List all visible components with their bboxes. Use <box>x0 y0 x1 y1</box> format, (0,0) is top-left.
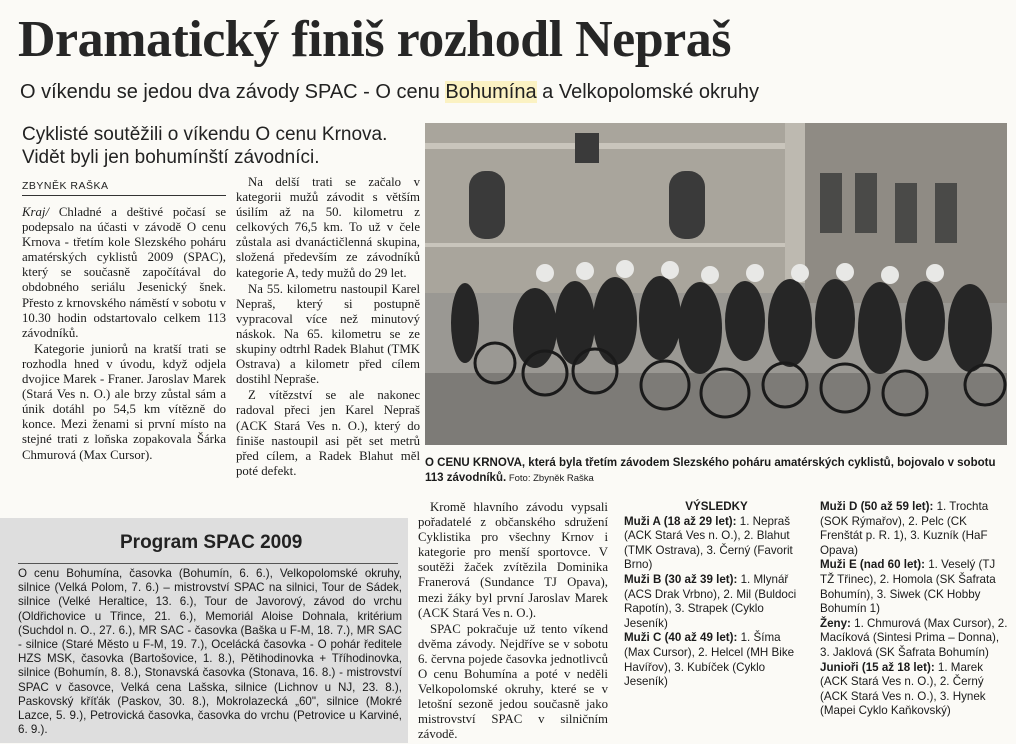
result-category <box>624 515 809 573</box>
result-category-text: 1. Mlynář (ACS Drak Vrbno), 2. Mil (Buldoci Rapotín), 3. Strapek (Cyklo Jeseník) <box>624 572 797 630</box>
result-category-name: Muži B (30 až 39 let): <box>624 572 738 586</box>
result-category-text: 1. Veselý (TJ TŽ Třinec), 2. Homola (SK Šafrata Bohumín), 3. Siwek (CK Hobby Bohumín 1) <box>820 558 996 616</box>
program-divider <box>18 563 398 564</box>
article-column-1 <box>22 205 226 464</box>
results-column-1 <box>624 500 809 690</box>
result-category <box>820 558 1010 616</box>
article-paragraph: Kategorie juniorů na kratší trati se rozhodla hned v úvodu, když odjela dvojice Marek - Franer. Jaroslav Marek (Stará Ves n. O.) ale brzy zůstal sám a únik dotáhl po 54,5 km vítězně do konce. Mezi ženami si první místo na stejné trati z loňska zopakovala Šárka Chmurová (Max Cursor). <box>22 341 226 462</box>
subtitle-part2: a Velkopolomské okruhy <box>536 81 759 103</box>
photo-illustration <box>425 123 1007 445</box>
dateline: Kraj/ <box>22 205 50 219</box>
photo-caption <box>425 456 1007 486</box>
result-category-name: Muži D (50 až 59 let): <box>820 500 934 513</box>
headline: Dramatický finiš rozhodl Nepraš <box>18 11 731 68</box>
byline: ZBYNĚK RAŠKA <box>22 180 109 192</box>
article-paragraph: Na delší trati se začalo v kategorii mužů závodit s větším úsilím až na 50. kilometru z celkových 76,5 km. To už v čele zůstala asi dvanáctičlenná skupina, složená především ze závodníků kategorie A, tedy mužů do 29 let. <box>236 175 420 280</box>
article-paragraph: Z vítězství se ale nakonec radoval přeci jen Karel Nepraš (ACK Stará Ves n. O.), který do finiše nastoupil asi pět set metrů před cílem, a Radek Blahut měl poté defekt. <box>236 388 420 478</box>
result-category-name: Ženy: <box>820 616 851 630</box>
result-category <box>820 617 1010 661</box>
photo-credit: Foto: Zbyněk Raška <box>506 473 594 484</box>
result-category-text: 1. Marek (ACK Stará Ves n. O.), 2. Černý (ACK Stará Ves n. O.), 3. Hynek (Mapei Cyklo Kaňkovský) <box>820 660 986 718</box>
result-category <box>820 661 1010 719</box>
result-category-text: 1. Šíma (Max Cursor), 2. Helcel (MH Bike Havířov), 3. Kubíček (Cyklo Jeseník) <box>624 631 795 689</box>
article-paragraph <box>22 205 226 341</box>
result-category-name: Muži A (18 až 29 let): <box>624 514 737 528</box>
byline-divider <box>22 195 226 196</box>
subtitle <box>20 80 759 104</box>
result-category <box>624 631 809 689</box>
result-category-name: Muži C (40 až 49 let): <box>624 631 738 645</box>
article-column-2 <box>236 175 420 480</box>
caption-text: , která byla třetím závodem Slezského poháru amatérských cyklistů, bojovalo v sobotu 113 závodníků. <box>425 457 996 484</box>
program-title: Program SPAC 2009 <box>120 532 303 553</box>
result-category-text: 1. Chmurová (Max Cursor), 2. Macíková (Sintesi Prima – Donna), 3. Jaklová (SK Šafrata Bohumín) <box>820 616 1008 659</box>
result-category <box>624 573 809 631</box>
results-column-2 <box>820 500 1010 719</box>
article-paragraph: Kromě hlavního závodu vypsali pořadatelé z občanského sdružení Cyklistika pro všechny Krnov i kategorie pro menší sportovce. V soutěži žaček zvítězila Dominika Franerová (Sundance TJ Opava), mezi žáky byl první Jaroslav Marek (ACK Stará Ves n. O.). <box>418 500 608 620</box>
caption-lead: O CENU KRNOVA <box>425 457 522 469</box>
subtitle-highlight: Bohumína <box>445 81 537 103</box>
article-paragraph: Na 55. kilometru nastoupil Karel Nepraš, který si postupně vypracoval více než minutový náskok. Na 65. kilometru se ze skupiny odtrhl Radek Blahut (TMK Ostrava) a kilometr před cílem dostihl Nepraše. <box>236 281 420 387</box>
article-column-3 <box>418 500 608 744</box>
article-text: Chladné a deštivé počasí se podepsalo na účasti v závodě O cenu Krnova - třetím kole Slezského poháru amatérských cyklistů 2009 (SPAC), který se současně započítával do obdobného seriálu Jesenický šnek. Přesto z krnovského náměstí v sobotu v 10.30 hodin odstartovalo celkem 113 závodníků. <box>22 205 226 340</box>
article-paragraph: SPAC pokračuje už tento víkend dvěma závody. Nejdříve se v sobotu 6. června pojede časovka jednotlivců O cenu Bohumína a poté v neděli Velkopolomské okruhy, které se v letošní sezoně jedou současně jako mistrovství SPAC v silničním závodě. <box>418 621 608 742</box>
race-photo <box>425 123 1007 445</box>
result-category-text: 1. Trochta (SOK Rýmařov), 2. Pelc (CK Frenštát p. R. 1), 3. Kuzník (HaF Opava) <box>820 500 989 557</box>
result-category <box>820 500 1010 558</box>
result-category-text: 1. Nepraš (ACK Stará Ves n. O.), 2. Blahut (TMK Ostrava), 3. Černý (Favorit Brno) <box>624 514 793 572</box>
program-text: O cenu Bohumína, časovka (Bohumín, 6. 6.), Velkopolomské okruhy, silnice (Velká Polom, 7. 6.) – mistrovství SPAC na silnici, Tour de Sádek, silnice (Velké Heraltice, 13. 6.), Tour de Javorový, závod do vrchu (Oldřichovice u Třince, 21. 6.), Memoriál Aloise Dohnala, kritérium (Suchdol n. O., 27. 6.), MR SAC - časovka (Baška u F-M, 18. 7.), MR SAC - silnice (Staré Město u F-M, 19. 7.), Ocelácká časovka - O pohár ředitele HZS MSK, časovka (Bartošovice, 1. 8.), Pětihodinovka + Tříhodinovka, silnice (Bohumín, 8. 8.), Stonavská časovka (Stonava, 16. 8.) - mistrovství SPAC v časovce, Velká cena Lašska, silnice (Lichnov u NJ, 23. 8.), Paskovský kříťák (Paskov, 30. 8.), Mokrolazecká „60", silnice (Mokré Lazce, 5. 9.), Petrovická časovka, časovka do vrchu (Petrovice u Karviné, 6. 9.). <box>18 567 402 737</box>
result-category-name: Muži E (nad 60 let): <box>820 558 925 572</box>
results-heading: VÝSLEDKY <box>685 500 748 513</box>
result-category-name: Junioři (15 až 18 let): <box>820 660 935 674</box>
subtitle-part1: O víkendu se jedou dva závody SPAC - O cenu <box>20 81 446 103</box>
lead-paragraph: Cyklisté soutěžili o víkendu O cenu Krnova. Vidět byli jen bohumínští závodníci. <box>22 124 388 168</box>
